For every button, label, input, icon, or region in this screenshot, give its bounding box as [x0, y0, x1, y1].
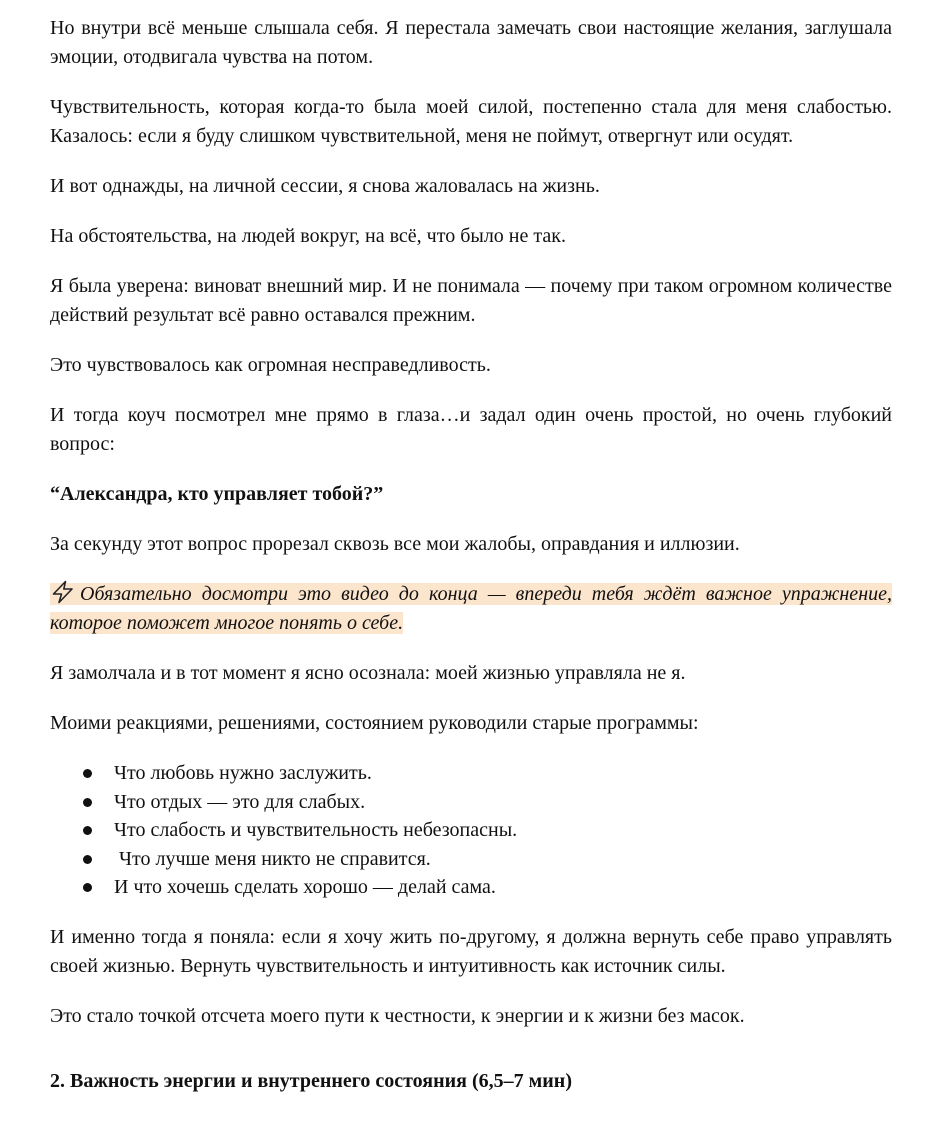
- callout-text: Обязательно досмотри это видео до конца — впереди тебя ждёт важное упражнение, которое поможет многое понять о себе.: [50, 583, 892, 634]
- paragraph: Моими реакциями, решениями, состоянием руководили старые программы:: [50, 712, 699, 734]
- paragraph: И вот однажды, на личной сессии, я снова жаловалась на жизнь.: [50, 175, 600, 197]
- paragraph: Это стало точкой отсчета моего пути к честности, к энергии и к жизни без масок.: [50, 1004, 745, 1027]
- bullet-dot-icon: [83, 769, 92, 778]
- list-item: И что хочешь сделать хорошо — делай сама.: [50, 873, 892, 902]
- list-item: Что слабость и чувствительность небезопасны.: [50, 816, 892, 845]
- list-item: Что лучше меня никто не справится.: [50, 845, 892, 874]
- paragraph: Чувствительность, которая когда-то была моей силой, постепенно стала для меня слабостью. Казалось: если я буду слишком чувствительной, меня не поймут, отвергнут или осудят.: [50, 96, 892, 147]
- bullet-dot-icon: [83, 826, 92, 835]
- lightning-icon: [50, 580, 76, 604]
- bullet-dot-icon: [83, 855, 92, 864]
- callout-highlight: [50, 583, 892, 634]
- paragraph: Я была уверена: виноват внешний мир. И не понимала — почему при таком огромном количестве действий результат всё равно оставался прежним.: [50, 275, 892, 326]
- bullet-dot-icon: [83, 798, 92, 807]
- paragraph: Но внутри всё меньше слышала себя. Я перестала замечать свои настоящие желания, заглушала эмоции, отодвигала чувства на потом.: [50, 17, 892, 68]
- section-heading: 2. Важность энергии и внутреннего состояния (6,5–7 мин): [50, 1069, 572, 1092]
- bullet-dot-icon: [83, 883, 92, 892]
- paragraph: И тогда коуч посмотрел мне прямо в глаза…и задал один очень простой, но очень глубокий вопрос:: [50, 404, 892, 455]
- document-page: [50, 14, 892, 1096]
- list-item: Что любовь нужно заслужить.: [50, 759, 892, 788]
- paragraph: За секунду этот вопрос прорезал сквозь все мои жалобы, оправдания и иллюзии.: [50, 533, 740, 555]
- paragraph: И именно тогда я поняла: если я хочу жить по-другому, я должна вернуть себе право управлять своей жизнью. Вернуть чувствительность и интуитивность как источник силы.: [50, 925, 892, 977]
- paragraph: На обстоятельства, на людей вокруг, на всё, что было не так.: [50, 225, 566, 247]
- paragraph: Я замолчала и в тот момент я ясно осознала: моей жизнью управляла не я.: [50, 662, 686, 684]
- coach-question-quote: “Александра, кто управляет тобой?”: [50, 483, 384, 505]
- paragraph: Это чувствовалось как огромная несправедливость.: [50, 354, 491, 376]
- video-callout: [50, 580, 892, 638]
- list-item: Что отдых — это для слабых.: [50, 788, 892, 817]
- old-programs-list: [50, 759, 892, 902]
